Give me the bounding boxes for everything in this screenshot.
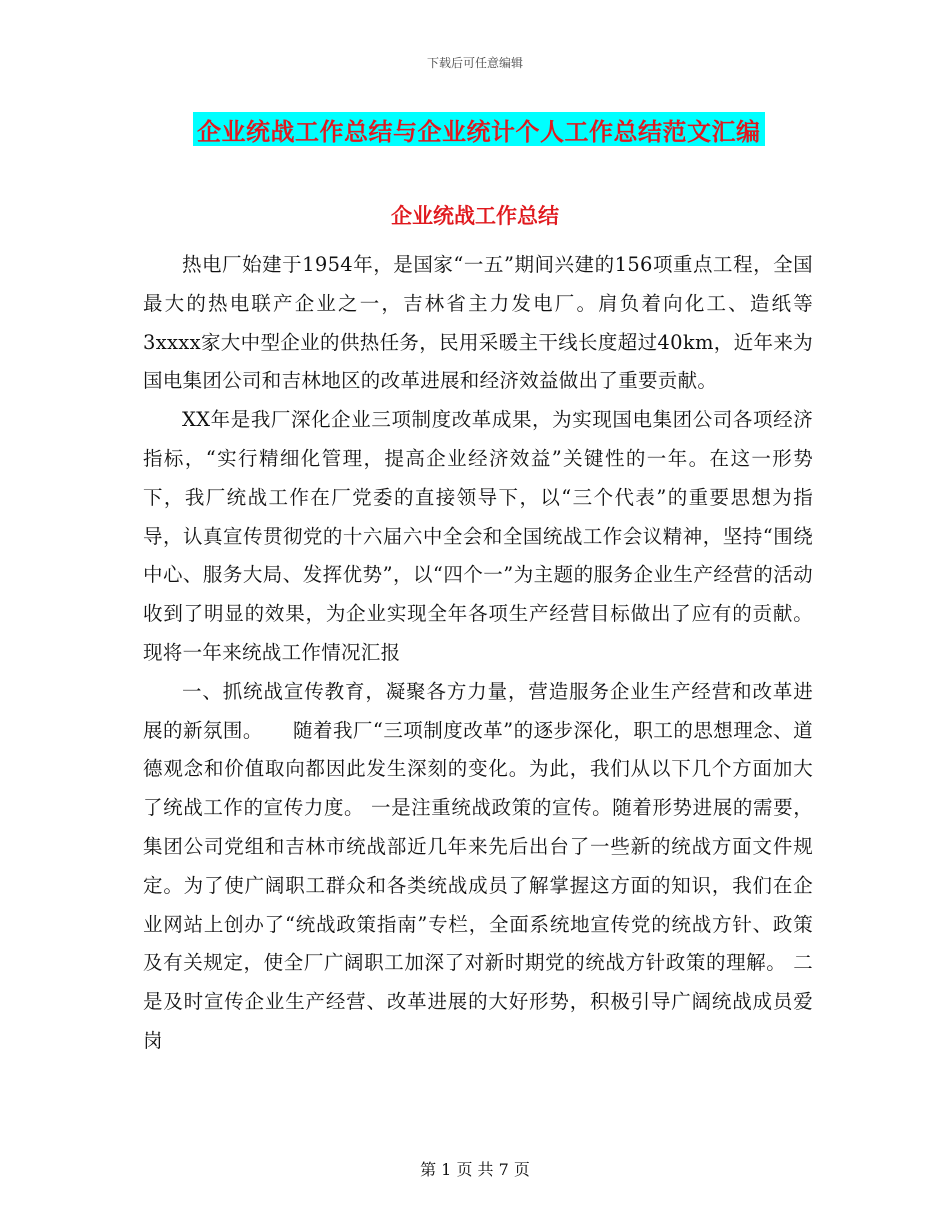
paragraph-1: 热电厂始建于1954年，是国家“一五”期间兴建的156项重点工程，全国最大的热电联产企业之一，吉林省主力发电厂。肩负着向化工、造纸等3xxxx家大中型企业的供热任务，民用采暖主干线长度超过40km，近年来为国电集团公司和吉林地区的改革进展和经济效益做出了重要贡献。 bbox=[143, 253, 813, 393]
section-title: 企业统战工作总结 bbox=[391, 204, 559, 228]
paragraph-2: XX年是我厂深化企业三项制度改革成果，为实现国电集团公司各项经济指标，“实行精细化管理，提高企业经济效益”关键性的一年。在这一形势下，我厂统战工作在厂党委的直接领导下，以“三个代表”的重要思想为指导，认真宣传贯彻党的十六届六中全会和全国统战工作会议精神，坚持“围绕中心、服务大局、发挥优势”，以“四个一”为主题的服务企业生产经营的活动收到了明显的效果，为企业实现全年各项生产经营目标做出了应有的贡献。现将一年来统战工作情况汇报 bbox=[143, 408, 813, 664]
page-number-footer: 第 1 页 共 7 页 bbox=[420, 1160, 530, 1179]
document-title: 企业统战工作总结与企业统计个人工作总结范文汇编 bbox=[197, 117, 761, 146]
paragraph-3: 一、抓统战宣传教育，凝聚各方力量，营造服务企业生产经营和改革进展的新氛围。 随着我厂“三项制度改革”的逐步深化，职工的思想理念、道德观念和价值取向都因此发生深刻的变化。为此，我们从以下几个方面加大了统战工作的宣传力度。 一是注重统战政策的宣传。随着形势进展的需要，集团公司党组和吉林市统战部近几年来先后出台了一些新的统战方面文件规定。为了使广阔职工群众和各类统战成员了解掌握这方面的知识，我们在企业网站上创办了“统战政策指南”专栏，全面系统地宣传党的统战方针、政策及有关规定，使全厂广阔职工加深了对新时期党的统战方针政策的理解。 二是及时宣传企业生产经营、改革进展的大好形势，积极引导广阔统战成员爱岗 bbox=[143, 679, 813, 1052]
page-header-note: 下载后可任意编辑 bbox=[426, 56, 523, 70]
document-title-highlight bbox=[193, 112, 765, 146]
document-body bbox=[143, 246, 813, 1061]
